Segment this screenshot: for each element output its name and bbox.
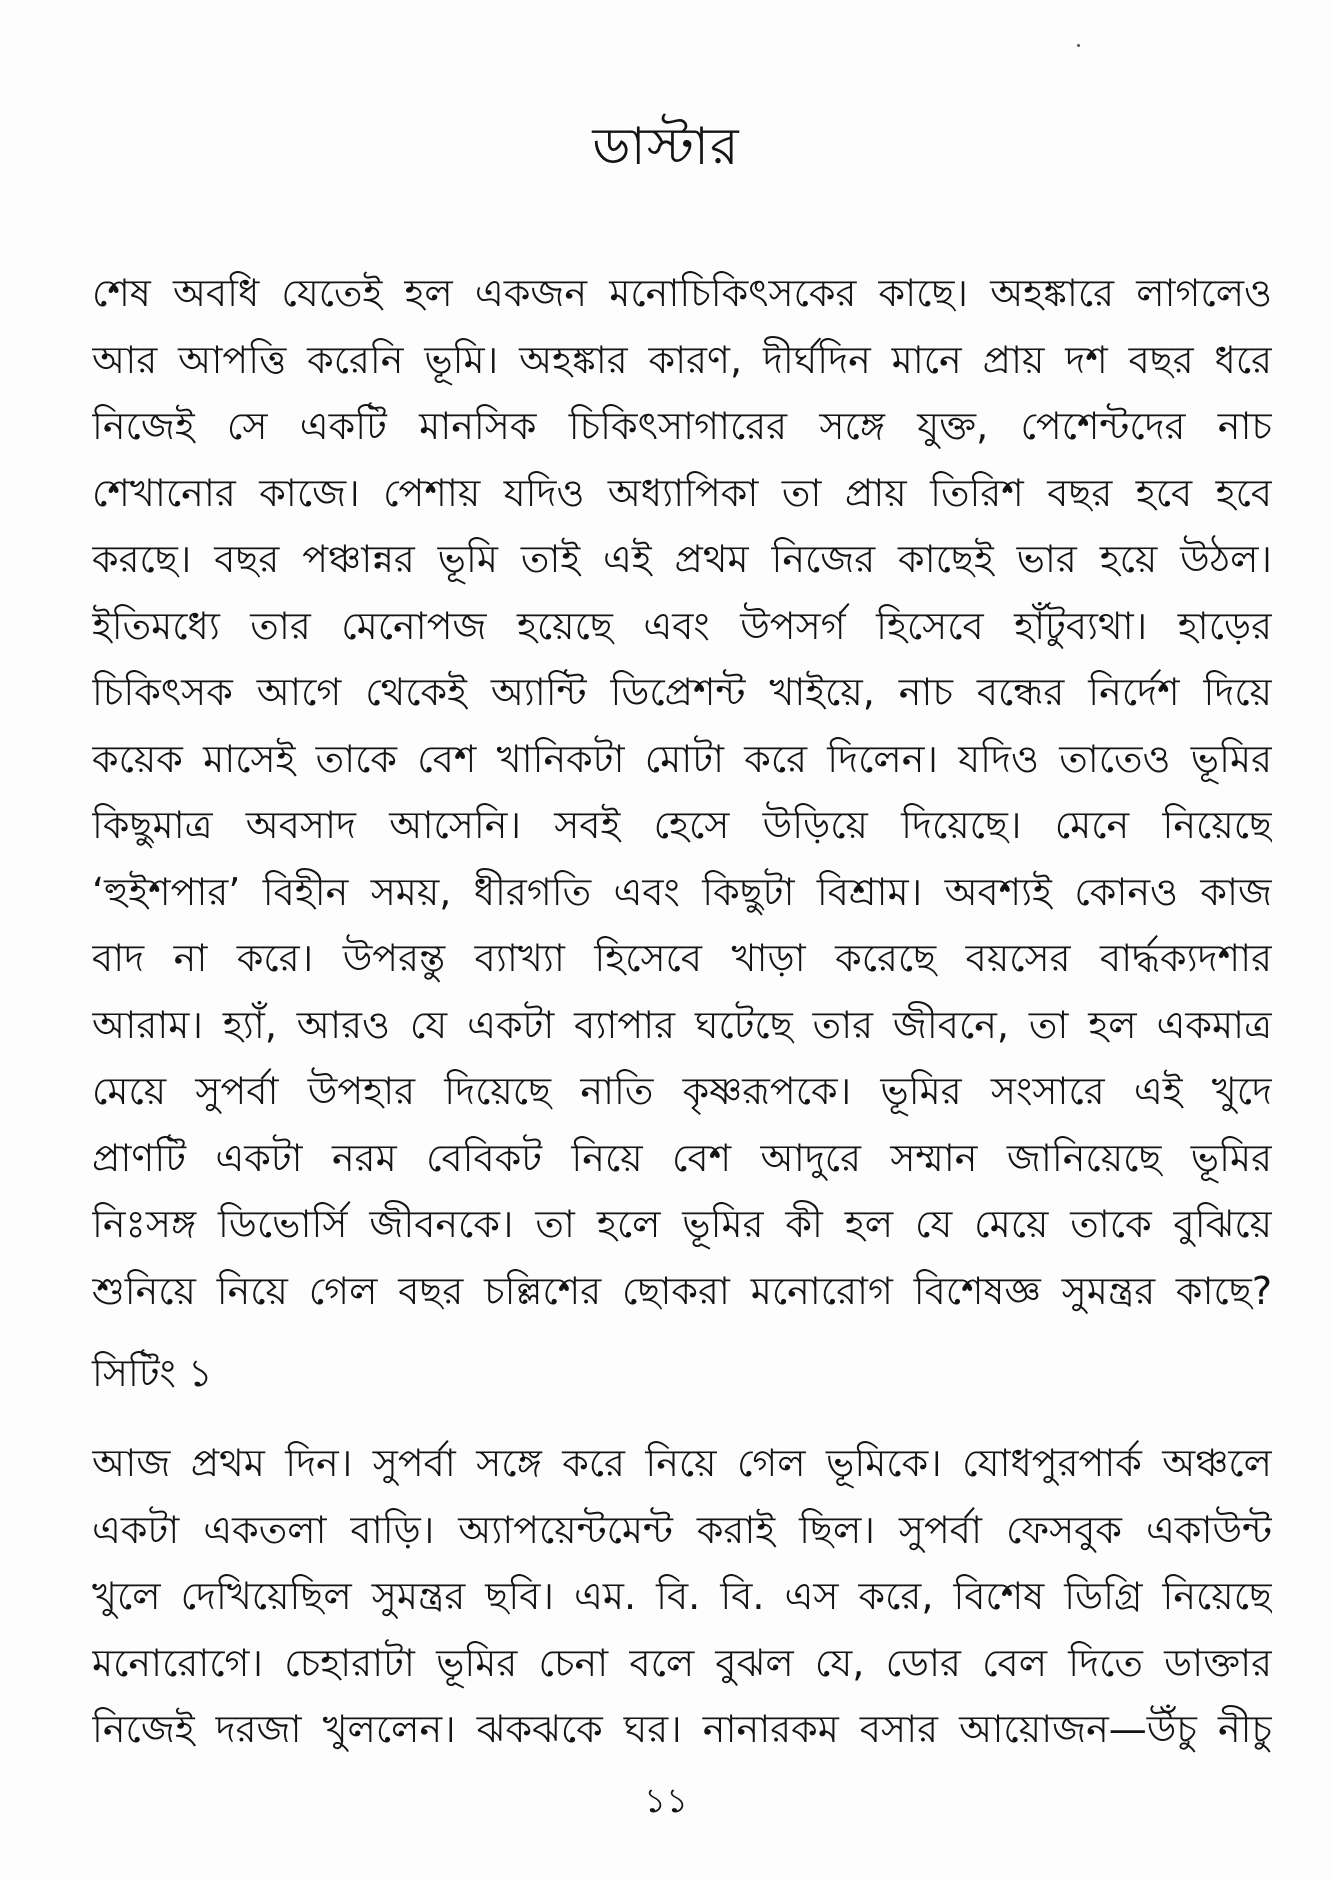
text-line: ইতিমধ্যে তার মেনোপজ হয়েছে এবং উপসর্গ হিসেবে হাঁটুব্যথা। হাড়ের — [92, 603, 1272, 648]
text-line: শেষ অবধি যেতেই হল একজন মনোচিকিৎসকের কাছে। অহঙ্কারে লাগলেও — [92, 271, 1272, 315]
text-line: নিজেই সে একটি মানসিক চিকিৎসাগারের সঙ্গে যুক্ত, পেশেন্টদের নাচ — [92, 404, 1272, 448]
ink-speck — [1077, 44, 1080, 47]
text-line: আর আপত্তি করেনি ভূমি। অহঙ্কার কারণ, দীর্ঘদিন মানে প্রায় দশ বছর ধরে — [92, 337, 1272, 382]
text-line: মেয়ে সুপর্বা উপহার দিয়েছে নাতি কৃষ্ণরূপকে। ভূমির সংসারে এই খুদে — [92, 1069, 1272, 1113]
text-line: আরাম। হ্যাঁ, আরও যে একটা ব্যাপার ঘটেছে তার জীবনে, তা হল একমাত্র — [92, 1002, 1272, 1047]
text-line: চিকিৎসক আগে থেকেই অ্যান্টি ডিপ্রেশন্ট খাইয়ে, নাচ বন্ধের নির্দেশ দিয়ে — [92, 670, 1272, 714]
text-line: কিছুমাত্র অবসাদ আসেনি। সবই হেসে উড়িয়ে দিয়েছে। মেনে নিয়েছে — [92, 803, 1272, 847]
paragraph-sitting-1 — [92, 1430, 1272, 1763]
text-line: খুলে দেখিয়েছিল সুমন্ত্রর ছবি। এম. বি. বি. এস করে, বিশেষ ডিগ্রি নিয়েছে — [92, 1574, 1272, 1618]
text-line: আজ প্রথম দিন। সুপর্বা সঙ্গে করে নিয়ে গেল ভূমিকে। যোধপুরপার্ক অঞ্চলে — [92, 1441, 1272, 1485]
chapter-title: ডাস্টার — [592, 117, 740, 177]
text-line: বাদ না করে। উপরন্তু ব্যাখ্যা হিসেবে খাড়া করেছে বয়সের বার্দ্ধক্যদশার — [92, 936, 1272, 980]
text-line: নিজেই দরজা খুললেন। ঝকঝকে ঘর। নানারকম বসার আয়োজন—উঁচু নীচু — [92, 1707, 1272, 1751]
page-number: ১১ — [643, 1781, 689, 1821]
text-line: ‘হুইশপার’ বিহীন সময়, ধীরগতি এবং কিছুটা বিশ্রাম। অবশ্যই কোনও কাজ — [92, 869, 1272, 914]
paragraph-intro — [92, 260, 1272, 1324]
section-heading: সিটিং ১ — [92, 1351, 213, 1395]
text-line: প্রাণটি একটা নরম বেবিকট নিয়ে বেশ আদুরে সম্মান জানিয়েছে ভূমির — [92, 1135, 1272, 1180]
text-line: একটা একতলা বাড়ি। অ্যাপয়েন্টমেন্ট করাই ছিল। সুপর্বা ফেসবুক একাউন্ট — [92, 1507, 1272, 1552]
text-line: শেখানোর কাজে। পেশায় যদিও অধ্যাপিকা তা প্রায় তিরিশ বছর হবে হবে — [92, 470, 1272, 515]
text-line: কয়েক মাসেই তাকে বেশ খানিকটা মোটা করে দিলেন। যদিও তাতেও ভূমির — [92, 736, 1272, 781]
text-line: নিঃসঙ্গ ডিভোর্সি জীবনকে। তা হলে ভূমির কী হল যে মেয়ে তাকে বুঝিয়ে — [92, 1202, 1272, 1246]
text-line: শুনিয়ে নিয়ে গেল বছর চল্লিশের ছোকরা মনোরোগ বিশেষজ্ঞ সুমন্ত্রর কাছে? — [92, 1268, 1272, 1313]
text-line: মনোরোগে। চেহারাটা ভূমির চেনা বলে বুঝল যে, ডোর বেল দিতে ডাক্তার — [92, 1640, 1272, 1685]
text-line: করছে। বছর পঞ্চান্নর ভূমি তাই এই প্রথম নিজের কাছেই ভার হয়ে উঠল। — [92, 537, 1272, 581]
